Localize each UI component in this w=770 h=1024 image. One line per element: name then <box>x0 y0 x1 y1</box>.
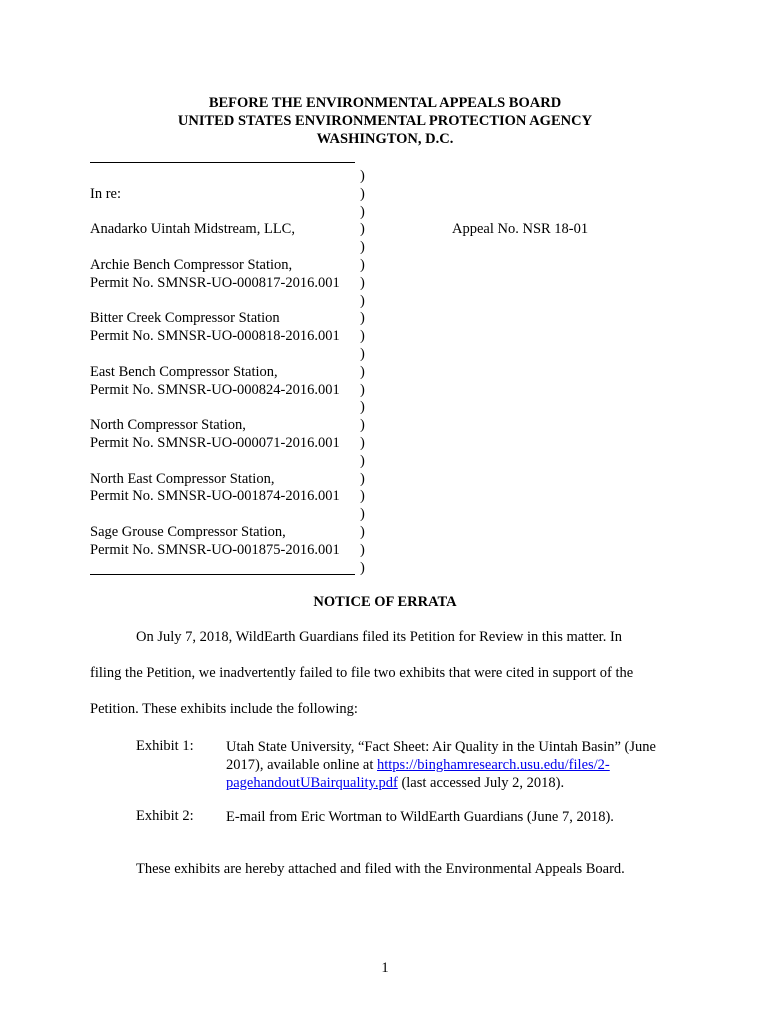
caption-blank <box>90 239 355 257</box>
caption-paren: ) <box>360 328 365 345</box>
caption-paren: ) <box>360 310 365 327</box>
exhibit-description <box>226 738 686 792</box>
caption-paren: ) <box>360 363 365 380</box>
caption-paren: ) <box>360 417 365 434</box>
station-permit: Permit No. SMNSR-UO-000818-2016.001 <box>90 328 340 345</box>
document-header <box>0 94 770 148</box>
exhibit-line <box>226 756 686 774</box>
caption-paren: ) <box>360 256 365 273</box>
caption-paren-column <box>360 168 365 577</box>
caption-bottom-rule <box>90 574 355 575</box>
body-line: Petition. These exhibits include the following: <box>90 701 358 717</box>
caption-left-column <box>90 168 355 560</box>
station-permit: Permit No. SMNSR-UO-000071-2016.001 <box>90 434 340 451</box>
caption-top-rule <box>90 162 355 163</box>
caption-blank <box>90 204 355 222</box>
page-number: 1 <box>381 960 389 976</box>
notice-title: NOTICE OF ERRATA <box>313 594 457 610</box>
appeal-number: Appeal No. NSR 18-01 <box>452 221 589 237</box>
station-permit: Permit No. SMNSR-UO-001874-2016.001 <box>90 488 340 505</box>
caption-paren: ) <box>360 506 365 523</box>
exhibit-text: 2017), available online at <box>226 757 377 773</box>
caption-paren: ) <box>360 381 365 398</box>
caption-blank <box>90 168 355 186</box>
caption-blank <box>90 293 355 311</box>
station-name: East Bench Compressor Station, <box>90 363 278 380</box>
exhibit-text: (last accessed July 2, 2018). <box>397 775 565 791</box>
station-permit: Permit No. SMNSR-UO-000817-2016.001 <box>90 274 340 291</box>
caption-blank <box>90 399 355 417</box>
caption-blank <box>90 453 355 471</box>
exhibit-url-link[interactable]: pagehandoutUBairquality.pdf <box>226 775 398 791</box>
exhibit-label: Exhibit 1: <box>136 738 194 754</box>
caption-paren: ) <box>360 399 365 416</box>
caption-paren: ) <box>360 292 365 309</box>
exhibit-description <box>226 808 686 826</box>
station-name: Sage Grouse Compressor Station, <box>90 523 286 540</box>
caption-in-re: In re: <box>90 185 121 202</box>
caption-paren: ) <box>360 488 365 505</box>
caption-paren: ) <box>360 523 365 540</box>
header-line-board: BEFORE THE ENVIRONMENTAL APPEALS BOARD <box>208 95 562 111</box>
caption-paren: ) <box>360 239 365 256</box>
caption-paren: ) <box>360 559 365 576</box>
exhibit-url-link[interactable]: https://binghamresearch.usu.edu/files/2- <box>377 757 610 773</box>
exhibit-line: Utah State University, “Fact Sheet: Air Quality in the Uintah Basin” (June <box>226 739 656 755</box>
body-line: filing the Petition, we inadvertently failed to file two exhibits that were cited in support of the <box>90 665 634 681</box>
exhibit-line: E-mail from Eric Wortman to WildEarth Guardians (June 7, 2018). <box>226 809 614 825</box>
header-line-location: WASHINGTON, D.C. <box>316 131 454 147</box>
caption-paren: ) <box>360 185 365 202</box>
caption-paren: ) <box>360 541 365 558</box>
caption-blank <box>90 346 355 364</box>
caption-blank <box>90 506 355 524</box>
station-permit: Permit No. SMNSR-UO-000824-2016.001 <box>90 381 340 398</box>
station-permit: Permit No. SMNSR-UO-001875-2016.001 <box>90 541 340 558</box>
caption-paren: ) <box>360 470 365 487</box>
station-name: Archie Bench Compressor Station, <box>90 256 293 273</box>
caption-party: Anadarko Uintah Midstream, LLC, <box>90 221 295 238</box>
station-name: Bitter Creek Compressor Station <box>90 310 280 327</box>
closing-statement: These exhibits are hereby attached and filed with the Environmental Appeals Board. <box>136 861 625 877</box>
exhibit-line <box>226 774 686 792</box>
caption-paren: ) <box>360 452 365 469</box>
body-line: On July 7, 2018, WildEarth Guardians filed its Petition for Review in this matter. In <box>136 629 623 645</box>
header-line-agency: UNITED STATES ENVIRONMENTAL PROTECTION AGENCY <box>177 113 593 129</box>
caption-paren: ) <box>360 221 365 238</box>
caption-paren: ) <box>360 434 365 451</box>
exhibit-label: Exhibit 2: <box>136 808 194 824</box>
caption-paren: ) <box>360 168 365 184</box>
body-paragraph <box>90 628 690 736</box>
caption-paren: ) <box>360 203 365 220</box>
caption-paren: ) <box>360 274 365 291</box>
caption-paren: ) <box>360 345 365 362</box>
station-name: North East Compressor Station, <box>90 470 275 487</box>
station-name: North Compressor Station, <box>90 417 246 434</box>
